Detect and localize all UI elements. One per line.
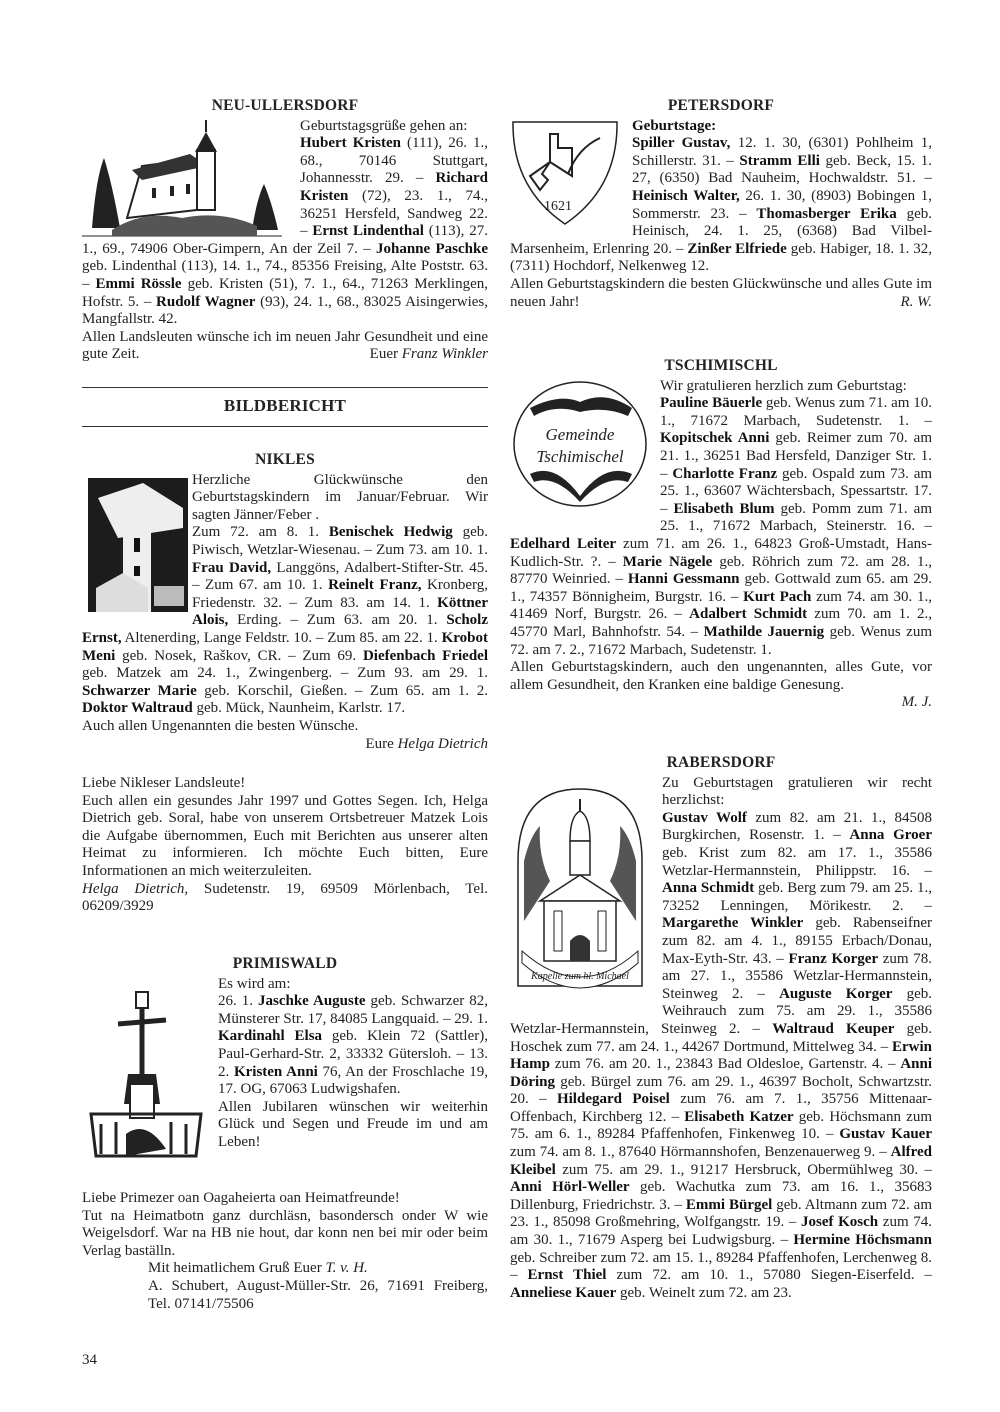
text-run: geb. Kristen (51), 7. 1., 64., 71263 Merklingen, Hofstr. 5. – xyxy=(82,275,488,310)
text-run: zum 72. am 10. 1., 57080 Siegen-Eiserfeld. – xyxy=(606,1267,933,1284)
letter-body xyxy=(82,1190,488,1260)
person-name: Frau David, xyxy=(192,559,272,576)
text-run: Sudetenstr. 19, 69509 Mörlenbach, Tel. 06209/3929 xyxy=(82,880,488,915)
petersdorf-coat-of-arms xyxy=(510,118,632,241)
person-name: Ernst Lindenthal xyxy=(312,223,424,240)
person-name: Waltraud Keuper xyxy=(772,1020,895,1037)
text-run: Erding. – Zum 63. am 20. 1. xyxy=(228,612,447,629)
text-run: zum 74. am 30. 1., 41469 Norf, Burgstr. 26. – xyxy=(510,588,932,623)
text-run: geb. Schwarzer 82, Münsterer Str. 17, 84085 Langquaid. – 29. 1. xyxy=(218,993,488,1027)
text-run: geb. Beck, 15. 1. 27, (6350) Bad Nauheim, Hochwaldstr. 51. – xyxy=(632,152,933,187)
section-rabersdorf xyxy=(510,754,932,1302)
person-name: Stramm Elli xyxy=(739,152,820,169)
text-run: geb. Klein 72 (Sattler), Paul-Gerhard-Str. 2, 33332 Gütersloh. – 13. 2. xyxy=(218,1028,488,1080)
letter-closing xyxy=(82,1260,488,1313)
text-run: Altenerding, Lange Feldstr. 10. – Zum 85. am 22. 1. xyxy=(121,629,442,646)
text-run: geb. Lindenthal (113), 14. 1., 74., 85356 Freising, Alte Poststr. 63. – xyxy=(82,258,488,292)
person-name: Elisabeth Blum xyxy=(673,500,775,517)
text-run: Auch allen Ungenannten die besten Wünsche. xyxy=(82,717,359,734)
text-run: 76, An der Froschlache 19, 17. OG, 67063 Ludwigshafen. xyxy=(218,1063,488,1098)
text-run: geb. Krist zum 82. am 17. 1., 35586 Wetzlar-Hermannstein, Philippstr. 16. – xyxy=(662,844,932,879)
person-name: Richard Kristen xyxy=(300,170,488,204)
section-neu-ullersdorf xyxy=(82,97,488,364)
text-run: zum 71. am 26. 1., 64823 Groß-Umstadt, Hans-Kudlich-Str. ?. – xyxy=(510,535,932,570)
person-name: Mathilde Jauernig xyxy=(703,623,825,640)
person-name: Kristen Anni xyxy=(233,1063,318,1080)
text-run: geb. Altmann zum 72. am 23. 1., 85098 Großmehring, Wolfgangstr. 19. – xyxy=(510,1196,932,1231)
chapel-emblem-icon xyxy=(510,781,650,1001)
text-run: zum 76. am 20. 1., 23843 Bad Oldesloe, Gartenstr. 4. – xyxy=(550,1056,901,1073)
person-name: Kurt Pach xyxy=(743,588,812,605)
text-run: geb. Weihrauch zum 75. am 29. 1., 35586 Wetzlar-Hermannstein, Steinweg 2. – xyxy=(510,985,932,1037)
person-name: Gustav Wolf xyxy=(662,809,747,826)
text-run: geb. Röhrich zum 72. am 28. 1., 87770 Weinried. – xyxy=(510,553,933,588)
italic-text: R. W. xyxy=(900,293,932,310)
person-name: Josef Kosch xyxy=(801,1214,879,1231)
text-run: zum 75. am 29. 1., 91217 Hersbruck, Obermühlweg 30. – xyxy=(555,1161,932,1178)
person-name: Johanne Paschke xyxy=(376,240,488,257)
paragraph xyxy=(82,1208,488,1261)
person-name: Scholz Ernst, xyxy=(82,612,488,646)
person-name: Köttner Alois, xyxy=(192,594,488,629)
italic-text: T. v. H. xyxy=(325,1260,368,1277)
person-name: Zinßer Elfriede xyxy=(687,240,787,257)
person-name: Kardinahl Elsa xyxy=(218,1028,323,1045)
person-name: Anneliese Kauer xyxy=(510,1284,617,1301)
church-drawing-icon xyxy=(82,118,290,241)
signature xyxy=(82,736,488,754)
person-name: Charlotte Franz xyxy=(672,465,778,482)
text-run: geb. Nosek, Raškov, CR. – Zum 69. xyxy=(115,647,363,664)
wayside-cross-icon xyxy=(86,984,206,1164)
seal-text-line-1: Gemeinde xyxy=(545,424,615,444)
section-title: PETERSDORF xyxy=(667,97,775,114)
paragraph xyxy=(82,881,488,916)
primiswald-cross-drawing xyxy=(82,976,218,1170)
person-name: Kopitschek Anni xyxy=(660,430,770,447)
person-name: Emmi Bürgel xyxy=(685,1196,773,1213)
person-name: Hubert Kristen xyxy=(300,135,402,152)
text-run: Langgöns, Adalbert-Stifter-Str. 45. – Zum 67. am 10. 1. xyxy=(192,559,488,594)
paragraph xyxy=(148,1260,488,1278)
person-name: Anni Hörl-Weller xyxy=(510,1179,630,1196)
shield-emblem-icon xyxy=(510,118,620,228)
church-photo-icon xyxy=(88,478,188,612)
section-nikles xyxy=(82,451,488,753)
text-run: geb. Reimer zum 70. am 21. 1., 36251 Bad Hersfeld, Danziger Str. 1. – xyxy=(660,430,932,482)
person-name: Edelhard Leiter xyxy=(510,535,617,552)
paragraph xyxy=(82,775,488,793)
paragraph xyxy=(82,1190,488,1208)
text-run: Zu Geburtstagen gratulieren wir recht herzlichst: xyxy=(662,774,932,809)
text-run: Herzliche Glückwünsche den Geburtstagskindern im Januar/Februar. Wir sagten Jänner/Feber . xyxy=(192,471,488,523)
text-run: geb. Höchsmann zum 75. am 6. 1., 89284 Pfaffenhofen, Finkenweg 10. – xyxy=(510,1108,933,1143)
text-run: zum 82. am 21. 1., 84508 Burgkirchen, Rosenstr. 1. – xyxy=(662,809,933,844)
person-name: Hildegard Poisel xyxy=(556,1091,670,1108)
church-illustration xyxy=(82,118,290,241)
text-run: Eure xyxy=(365,735,398,752)
text-run: zum 70. am 1. 2., 45770 Marl, Bahnhofstr. 54. – xyxy=(510,606,932,640)
person-name: Franz Korger xyxy=(788,950,879,967)
signature xyxy=(82,346,488,364)
text-run: geb. Rabenseifner zum 82. am 4. 1., 89155 Erbach/Donau, Max-Eyth-Str. 43. – xyxy=(662,915,932,967)
text-run: Euer xyxy=(369,346,402,363)
person-name: Diefenbach Friedel xyxy=(362,647,488,664)
nikleser-letter xyxy=(82,775,488,916)
text-run: geb. Bürgel zum 76. am 29. 1., 46397 Bocholt, Schwartzstr. 20. – xyxy=(510,1073,932,1108)
text-run: geb. Weinelt zum 72. am 23. xyxy=(616,1284,792,1301)
text-run: Liebe Nikleser Landsleute! xyxy=(82,775,246,791)
primezer-letter xyxy=(82,1190,488,1313)
text-run: A. Schubert, August-Müller-Str. 26, 71691 Freiberg, Tel. 07141/75506 xyxy=(148,1277,488,1312)
letter-body xyxy=(82,775,488,916)
text-run: zum 74. am 8. 1., 87640 Hörmannshofen, Benzenauerweg 9. – xyxy=(510,1144,891,1161)
text-run: geb. Korschil, Gießen. – Zum 65. am 1. 2. xyxy=(196,682,488,699)
text-run: Euch allen ein gesundes Jahr 1997 und Gottes Segen. Ich, Helga Dietrich geb. Soral, habe von unserem Ortsbetreuer Matzek Lois die Aufgabe übernommen, Euch mit Berichten aus unserer alten Heimat zu informieren. Ich möchte Euch bitten, Eure Informationen an mich weiterzuleiten. xyxy=(82,792,488,879)
text-run: Allen Geburtstagskindern die besten Glückwünsche und alles Gute im neuen Jahr! xyxy=(510,275,932,310)
person-name: Rudolf Wagner xyxy=(156,293,256,310)
person-name: Elisabeth Katzer xyxy=(684,1108,794,1125)
person-name: Hanni Gessmann xyxy=(627,571,740,588)
section-title: NEU-ULLERSDORF xyxy=(211,97,359,114)
section-title: PRIMISWALD xyxy=(232,955,338,972)
text-run: geb. Hoschek zum 77. am 24. 1., 44267 Dortmund, Mittelweg 34. – xyxy=(510,1020,932,1055)
emblem-banner-text: Kapelle zum hl. Michael xyxy=(531,970,629,982)
person-name: Schwarzer Marie xyxy=(82,682,197,699)
section-tschimischl xyxy=(510,357,932,712)
person-name: Heinisch Walter, xyxy=(632,187,740,204)
text-run: 26. 1. xyxy=(218,993,258,1010)
person-name: Benischek Hedwig xyxy=(328,524,453,541)
person-name: Pauline Bäuerle xyxy=(660,395,763,412)
text-run: Es wird am: xyxy=(218,975,291,992)
bildbericht-title: BILDBERICHT xyxy=(223,396,347,415)
text-run: 12. 1. 30, (6301) Pohlheim 1, Schillerstr. 31. – xyxy=(632,135,932,169)
page-number: 34 xyxy=(82,1352,97,1368)
text-run: geb. Schreiber zum 72. am 15. 1., 89284 Pfaffenhofen, Lerchenweg 8. – xyxy=(510,1249,932,1284)
tschimischl-seal xyxy=(510,378,660,519)
person-name: Doktor Waltraud xyxy=(82,700,193,717)
text-run: Allen Landsleuten wünsche ich im neuen Jahr Gesundheit und eine gute Zeit. xyxy=(82,328,488,363)
person-name: Marie Nägele xyxy=(622,553,713,570)
person-name: Anna Schmidt xyxy=(662,880,755,897)
text-run: geb. Pomm zum 71. am 25. 1., 71672 Marbach, Steinerstr. 16. – xyxy=(660,500,932,535)
text-run: (93), 24. 1., 68., 83025 Aisingerwies, Mangfallstr. 42. xyxy=(82,293,488,328)
person-name: Ernst Thiel xyxy=(527,1267,607,1284)
text-run: geb. Matzek am 24. 1., Zwingenberg. – Zum 93. am 29. 1. xyxy=(82,665,488,682)
paragraph xyxy=(82,718,488,736)
text-run: geb. Mück, Naunheim, Karlstr. 17. xyxy=(192,700,406,717)
text-run: zum 78. am 27. 1., 35586 Wetzlar-Hermannstein, Steinweg 2. – xyxy=(662,950,933,1002)
paragraph xyxy=(510,659,932,694)
person-name: Geburtstage: xyxy=(632,117,717,134)
seal-text-line-2: Tschimischel xyxy=(536,446,624,466)
person-name: Emmi Rössle xyxy=(95,275,182,292)
text-run: zum 74. am 30. 1., 71679 Asperg bei Ludwigsburg. – xyxy=(510,1214,933,1249)
text-run: geb. Wenus zum 71. am 10. 1., 71672 Marbach, Sudetenstr. 1. – xyxy=(660,395,932,429)
text-run: (72), 23. 1., 74., 36251 Hersfeld, Sandweg 22. – xyxy=(300,187,488,240)
person-name: Adalbert Schmidt xyxy=(689,606,808,623)
person-name: Alfred Kleibel xyxy=(510,1144,932,1178)
text-run: geb. Heinisch, 24. 1. 25, (6368) Bad Vilbel-Marsenheim, Erlenring 20. – xyxy=(510,205,932,257)
emblem-year: 1621 xyxy=(544,198,572,214)
text-run: geb. Piwisch, Wetzlar-Wiesenau. – Zum 73. am 10. 1. xyxy=(192,524,488,558)
text-run: Liebe Primezer oan Oagaheierta oan Heimatfreunde! xyxy=(82,1190,400,1206)
person-name: Jaschke Auguste xyxy=(258,993,366,1010)
section-primiswald xyxy=(82,955,488,1170)
text-run: Tut na Heimatbotn ganz durchläsn, basondersch onder W wie Weigelsdorf. War na HB nie hout, dar konn nen bei mir oder beim Verlag baställn. xyxy=(82,1207,488,1259)
italic-text: Franz Winkler xyxy=(401,346,488,363)
text-run: Geburtstagsgrüße gehen an: xyxy=(300,117,468,134)
divider xyxy=(82,426,488,427)
text-run: Wir gratulieren herzlich zum Geburtstag: xyxy=(660,377,907,394)
text-run: Allen Jubilaren wünschen wir weiterhin Glück und Segen und Freude im und am Leben! xyxy=(218,1098,488,1150)
person-name: Thomasberger Erika xyxy=(756,205,897,222)
text-run: Zum 72. am 8. 1. xyxy=(192,524,329,541)
person-name: Reinelt Franz, xyxy=(328,577,422,594)
text-run: (111), 26. 1., 68., 70146 Stuttgart, Johannesstr. 29. – xyxy=(300,135,488,187)
text-run: geb. Habiger, 18. 1. 32, (7311) Hochdorf, Nelkenweg 12. xyxy=(510,240,933,275)
person-name: Auguste Korger xyxy=(779,985,893,1002)
section-title: TSCHIMISCHL xyxy=(664,357,778,374)
text-run: geb. Berg zum 79. am 25. 1., 73252 Lenningen, Mörikestr. 2. – xyxy=(662,880,932,914)
text-run: 26. 1. 30, (8903) Bobingen 1, Sommerstr. 23. – xyxy=(632,187,932,222)
text-run: geb. Wenus zum 72. am 7. 2., 71672 Marbach, Sudetenstr. 1. xyxy=(510,623,932,658)
text-run: geb. Wachutka zum 73. am 16. 1., 35683 Dillenburg, Friedrichstr. 3. – xyxy=(510,1179,932,1213)
text-run: Kronberg, Friedenstr. 32. – Zum 83. am 14. 1. xyxy=(192,577,489,611)
nikles-church-photo xyxy=(82,472,192,630)
divider xyxy=(82,387,488,388)
italic-text: M. J. xyxy=(901,694,932,711)
person-name: Erwin Hamp xyxy=(510,1038,932,1073)
text-run: Allen Geburtstagskindern, auch den ungenannten, alles Gute, vor allem Gesundheit, den Kranken eine baldige Genesung. xyxy=(510,659,932,693)
text-run: geb. Ospald zum 73. am 25. 1., 63607 Wächtersbach, Spessartstr. 17. – xyxy=(660,465,933,517)
text-run: (113), 27. 1., 69., 74906 Ober-Gimpern, An der Zeil 7. – xyxy=(82,223,489,257)
rabersdorf-chapel-emblem xyxy=(510,775,662,1004)
text-run: Mit heimatlichem Gruß Euer xyxy=(148,1260,326,1277)
person-name: Margarethe Winkler xyxy=(662,915,804,932)
text-run: zum 76. am 7. 1., 35756 Mittenaar-Offenbach, Kirchberg 12. – xyxy=(510,1091,932,1125)
italic-text: Helga Dietrich, xyxy=(82,880,189,897)
person-name: Gustav Kauer xyxy=(839,1126,932,1143)
section-title: RABERSDORF xyxy=(666,754,776,771)
person-name: Anna Groer xyxy=(849,827,932,844)
person-name: Krobot Meni xyxy=(82,629,488,664)
bildbericht-heading-wrap xyxy=(82,397,488,418)
person-name: Anni Döring xyxy=(510,1056,932,1090)
person-name: Spiller Gustav, xyxy=(632,135,731,152)
person-name: Hermine Höchsmann xyxy=(793,1232,932,1249)
text-run: geb. Gottwald zum 65. am 29. 1., 74357 Bönnigheim, Burgstr. 16. – xyxy=(510,571,932,605)
signature xyxy=(510,694,932,712)
municipal-seal-icon xyxy=(510,378,652,510)
italic-text: Helga Dietrich xyxy=(397,735,488,752)
paragraph xyxy=(82,793,488,881)
paragraph xyxy=(148,1278,488,1313)
section-title: NIKLES xyxy=(255,451,315,468)
section-petersdorf xyxy=(510,97,932,311)
